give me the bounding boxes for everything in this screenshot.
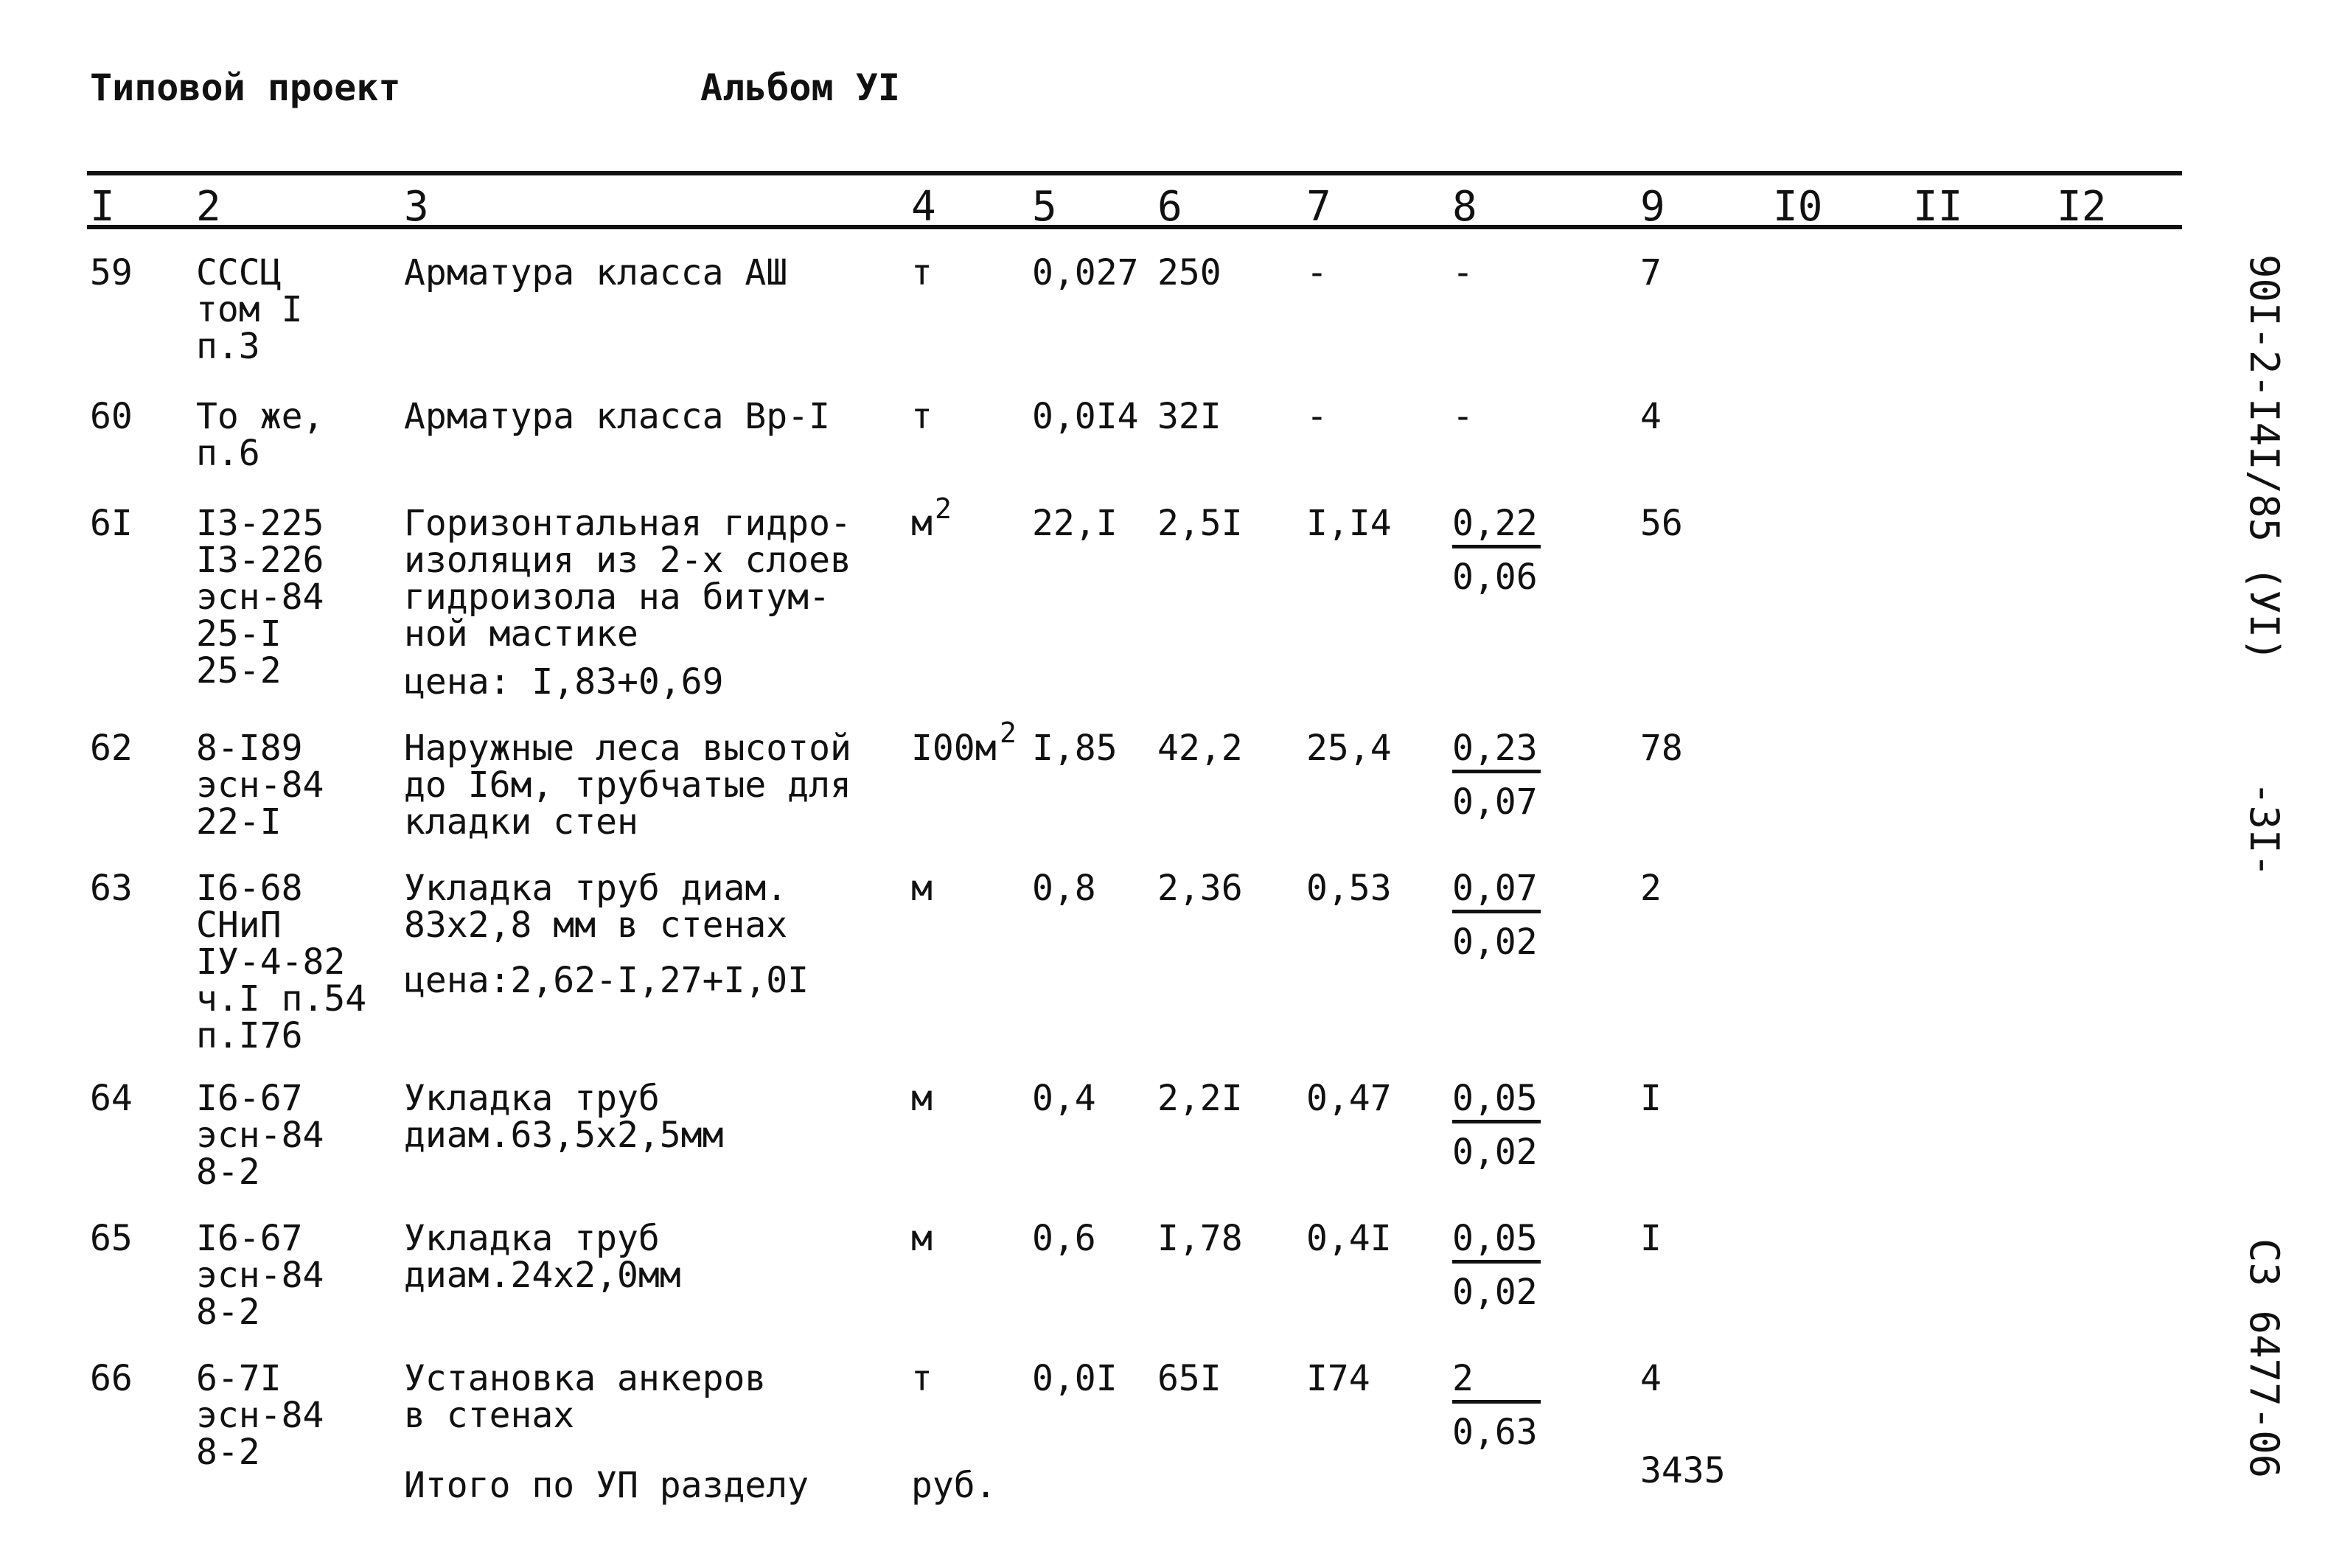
column-header: 4	[911, 183, 936, 231]
row-quantity: 0,027	[1032, 252, 1139, 293]
row-number: 62	[90, 728, 133, 769]
row-col6: 2,36	[1157, 868, 1243, 909]
fraction-denominator: 0,02	[1452, 1132, 1538, 1173]
margin-stamp: СЗ 6477-06	[2241, 1238, 2287, 1479]
column-header: I2	[2057, 183, 2107, 231]
row-description: Укладка труб диам. 83х2,8 мм в стенах	[404, 868, 788, 946]
row-description: Наружные леса высотой до I6м, трубчатые для кладки стен	[404, 728, 851, 843]
row-unit: I00м	[911, 728, 997, 769]
column-header: 5	[1032, 183, 1057, 231]
row-description: Установка анкеров в стенах	[404, 1358, 767, 1436]
fraction-numerator: 0,22	[1452, 505, 1541, 548]
row-quantity: 22,I	[1032, 503, 1118, 544]
row-description: Горизонтальная гидро- изоляция из 2-х слоев гидроизола на битум- ной мастике	[404, 503, 851, 655]
fraction-denominator: 0,07	[1452, 781, 1538, 823]
row-col6: 2,5I	[1157, 503, 1243, 544]
row-col8-fraction	[1452, 870, 1541, 961]
total-value: 3435	[1640, 1450, 1726, 1491]
row-col7: I74	[1306, 1358, 1370, 1399]
column-header: 6	[1157, 183, 1182, 231]
unit-superscript: 2	[935, 492, 952, 525]
column-header: 2	[196, 183, 221, 231]
row-unit: т	[911, 1358, 933, 1399]
row-unit: м	[911, 868, 933, 909]
row-quantity: I,85	[1032, 728, 1118, 769]
row-number: 6I	[90, 503, 133, 544]
row-code: То же, п.6	[196, 396, 324, 474]
column-header: I0	[1773, 183, 1823, 231]
row-code: I6-67 эсн-84 8-2	[196, 1218, 324, 1333]
row-code: I6-68 СНиП IУ-4-82 ч.I п.54 п.I76	[196, 868, 367, 1056]
table-top-rule	[87, 171, 2182, 175]
total-unit: руб.	[911, 1465, 997, 1506]
column-header: 3	[404, 183, 429, 231]
row-col9: 2	[1640, 868, 1662, 909]
row-description: Укладка труб диам.63,5х2,5мм	[404, 1078, 724, 1156]
row-col8: -	[1452, 252, 1474, 293]
row-number: 66	[90, 1358, 133, 1399]
row-col6: 32I	[1157, 396, 1221, 437]
row-col9: 4	[1640, 396, 1662, 437]
row-description: Арматура класса Вр-I	[404, 396, 830, 437]
row-col9: I	[1640, 1078, 1662, 1119]
fraction-denominator: 0,02	[1452, 921, 1538, 963]
row-col8-fraction	[1452, 1360, 1541, 1451]
row-col8-fraction	[1452, 1080, 1541, 1171]
row-number: 65	[90, 1218, 133, 1259]
project-type-label: Типовой проект	[90, 66, 401, 109]
row-quantity: 0,0I4	[1032, 396, 1139, 437]
row-price-note: цена:2,62-I,27+I,0I	[404, 960, 809, 1001]
fraction-denominator: 0,63	[1452, 1412, 1538, 1453]
row-col9: 7	[1640, 252, 1662, 293]
fraction-numerator: 0,07	[1452, 870, 1541, 913]
total-label: Итого по УП разделу	[404, 1465, 809, 1506]
row-col9: 56	[1640, 503, 1683, 544]
row-col9: I	[1640, 1218, 1662, 1259]
row-unit: м	[911, 503, 933, 544]
row-col7: I,I4	[1306, 503, 1392, 544]
table-header-rule	[87, 225, 2182, 229]
fraction-denominator: 0,06	[1452, 557, 1538, 598]
row-col8-fraction	[1452, 728, 1541, 823]
row-quantity: 0,6	[1032, 1218, 1096, 1259]
album-label: Альбом УI	[700, 66, 900, 109]
fraction-numerator: 2	[1452, 1360, 1541, 1404]
row-col9: 4	[1640, 1358, 1662, 1399]
fraction-numerator: 0,05	[1452, 1220, 1541, 1264]
column-header: 7	[1306, 183, 1331, 231]
row-col8-fraction	[1452, 505, 1541, 596]
row-col7: -	[1306, 252, 1328, 293]
row-code: 8-I89 эсн-84 22-I	[196, 728, 324, 843]
row-col6: 250	[1157, 252, 1221, 293]
fraction-denominator: 0,02	[1452, 1272, 1538, 1313]
row-description: Арматура класса АШ	[404, 252, 788, 293]
row-number: 60	[90, 396, 133, 437]
column-header: I	[90, 183, 115, 231]
row-col7: -	[1306, 396, 1328, 437]
row-col8: -	[1452, 396, 1474, 437]
row-number: 64	[90, 1078, 133, 1119]
row-col7: 0,53	[1306, 868, 1392, 909]
row-price-note: цена: I,83+0,69	[404, 661, 724, 703]
row-quantity: 0,4	[1032, 1078, 1096, 1119]
row-unit: т	[911, 252, 933, 293]
margin-project-code: 90I-2-I4I/85 (УI)	[2241, 254, 2287, 662]
row-code: I6-67 эсн-84 8-2	[196, 1078, 324, 1193]
margin-page-number: -3I-	[2241, 781, 2287, 878]
row-unit: м	[911, 1078, 933, 1119]
row-col9: 78	[1640, 728, 1683, 769]
row-col8-fraction	[1452, 1220, 1541, 1311]
row-quantity: 0,8	[1032, 868, 1096, 909]
row-code: 6-7I эсн-84 8-2	[196, 1358, 324, 1473]
row-number: 59	[90, 252, 133, 293]
row-code: I3-225 I3-226 эсн-84 25-I 25-2	[196, 503, 324, 691]
row-col7: 25,4	[1306, 728, 1392, 769]
row-unit: т	[911, 396, 933, 437]
row-code: СССЦ том I п.3	[196, 252, 303, 367]
column-header: II	[1913, 183, 1963, 231]
row-col6: 42,2	[1157, 728, 1243, 769]
column-header: 8	[1452, 183, 1477, 231]
row-col7: 0,47	[1306, 1078, 1392, 1119]
unit-superscript: 2	[1000, 717, 1017, 749]
fraction-numerator: 0,23	[1452, 730, 1541, 773]
row-col6: 65I	[1157, 1358, 1221, 1399]
row-description: Укладка труб диам.24х2,0мм	[404, 1218, 681, 1296]
row-col6: 2,2I	[1157, 1078, 1243, 1119]
row-col7: 0,4I	[1306, 1218, 1392, 1259]
row-unit: м	[911, 1218, 933, 1259]
column-header: 9	[1640, 183, 1665, 231]
fraction-numerator: 0,05	[1452, 1080, 1541, 1123]
row-quantity: 0,0I	[1032, 1358, 1118, 1399]
row-number: 63	[90, 868, 133, 909]
row-col6: I,78	[1157, 1218, 1243, 1259]
